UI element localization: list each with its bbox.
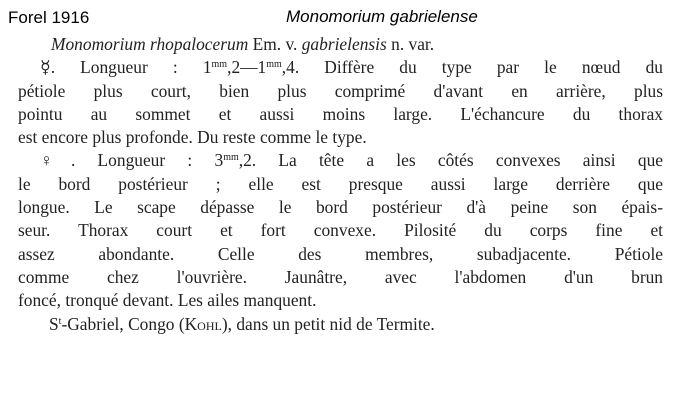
worker-unit-2: mm [266,59,282,71]
worker-line-3: pointu au sommet et aussi moins large. L'échancure du thorax [18,103,663,124]
species-title-line [18,33,663,56]
worker-line-4: est encore plus profonde. Du reste comme le type. [18,127,367,148]
locality-prefix-sup: t [58,315,62,327]
collector-name: Kohl [184,313,222,334]
locality-prefix: S [49,313,59,334]
female-line-2: le bord postérieur ; elle est presque aussi large derrière que [18,173,663,194]
worker-line-2: pétiole plus court, bien plus comprimé d'avant en arrière, plus [18,80,663,101]
locality-place: -Gabriel, Congo ( [61,313,185,334]
worker-line-1-rest: ,4. Diffère du type par le nœud du [281,57,664,78]
worker-symbol: ☿ [40,57,51,78]
taxon-heading: Monomorium gabrielense [286,7,478,26]
female-length-label: . Longueur : 3 [70,150,224,171]
species-name: Monomorium rhopalocerum [51,34,249,54]
worker-unit-1: mm [211,59,228,71]
author-abbrev: Em. v. [252,34,298,54]
female-line-1-rest: ,2. La tête a les côtés convexes ainsi que [238,150,664,171]
female-line-4: seur. Thorax court et fort convexe. Pilosité du corps fine et [18,220,663,241]
female-line-5: assez abondante. Celle des membres, subadjacente. Pétiole [18,243,663,264]
locality-line [18,313,663,336]
female-line-1 [18,149,663,172]
worker-line-1 [18,56,663,79]
female-symbol: ♀ [40,150,71,171]
locality-rest: ), dans un petit nid de Termite. [221,313,435,334]
female-line-7: foncé, tronqué devant. Les ailes manquent. [18,290,317,311]
female-line-6: comme chez l'ouvrière. Jaunâtre, avec l'abdomen d'un brun [18,266,663,287]
worker-length-mid: ,2—1 [227,57,267,78]
description-text [18,33,663,336]
citation-label: Forel 1916 [8,8,90,27]
female-unit: mm [223,152,239,164]
rank-label: n. var. [391,34,435,54]
variety-name: gabrielensis [301,34,387,54]
female-line-3: longue. Le scape dépasse le bord postérieur d'à peine son épais- [18,197,663,218]
worker-length-label: . Longueur : 1 [50,57,212,78]
